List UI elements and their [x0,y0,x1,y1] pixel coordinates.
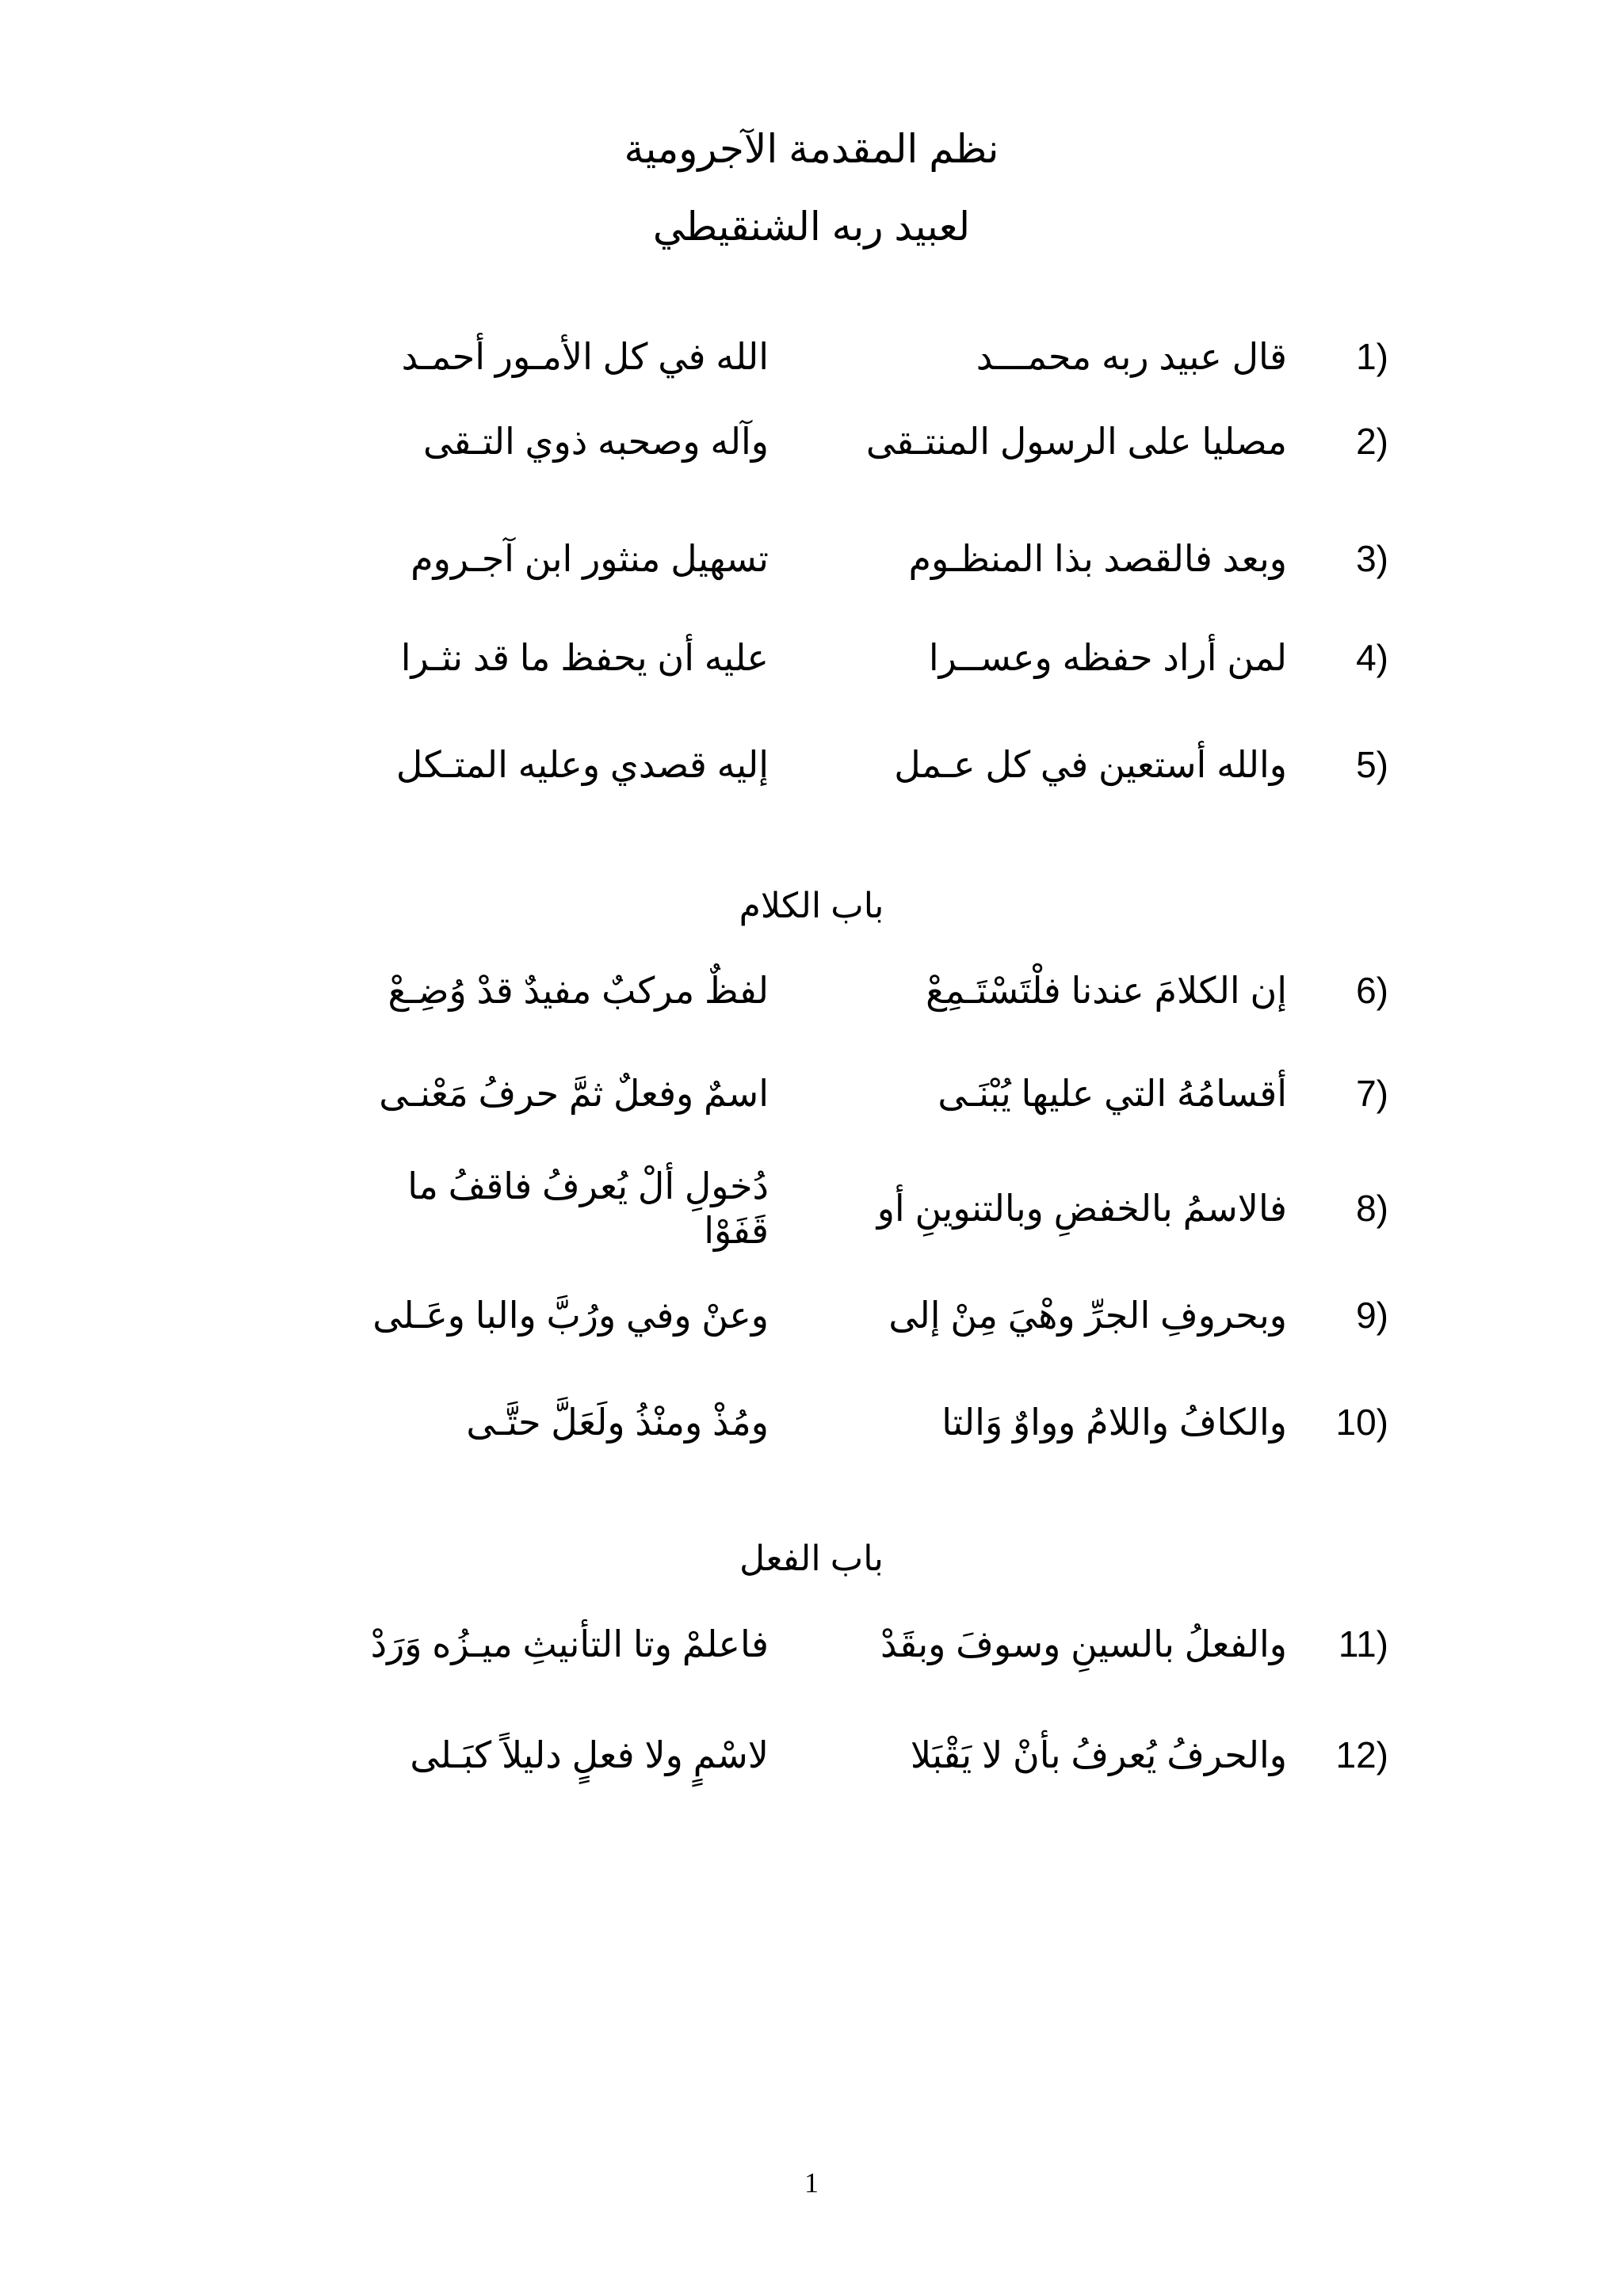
verse-number: 2) [1356,421,1388,462]
verse-row [0,1149,1623,1268]
verse-first-hemistich: وبحروفِ الجرِّ وهْيَ مِنْ إلى [888,1294,1287,1336]
verse-first-hemistich: وبعد فالقصد بذا المنظـوم [908,537,1287,579]
verse-second-hemistich: الله في كل الأمـور أحمـد [401,335,769,377]
verse-first-hemistich: والفعلُ بالسينِ وسوفَ وبقَدْ [880,1623,1287,1665]
verse-number: 4) [1356,637,1388,678]
poem-title: نظم المقدمة الآجرومية [624,127,999,171]
poem-author: لعبيد ربه الشنقيطي [652,204,971,249]
verse-second-hemistich: وآله وصحبه ذوي التـقى [423,420,769,462]
verse-second-hemistich: لاسْمٍ ولا فعلٍ دليلاً كبَـلى [410,1733,769,1775]
verse-number: 6) [1356,970,1388,1011]
verse-row [0,598,1623,717]
verse-row [0,1363,1623,1482]
verse-first-hemistich: والله أستعين في كل عـمل [894,743,1287,785]
verse-first-hemistich: والحرفُ يُعرفُ بأنْ لا يَقْبَلا [910,1733,1287,1775]
verse-second-hemistich: عليه أن يحفظ ما قد نثـرا [400,636,769,678]
verse-first-hemistich: والكافُ واللامُ وواوٌ وَالتا [941,1401,1287,1443]
verse-second-hemistich: ومُذْ ومنْذُ ولَعَلَّ حتَّـى [466,1401,769,1443]
verse-first-hemistich: أقسامُهُ التي عليها يُبْنَـى [938,1072,1287,1114]
verse-number: 8) [1356,1188,1388,1229]
verse-row [0,705,1623,824]
verse-second-hemistich: إليه قصدي وعليه المتـكل [395,743,769,785]
verse-second-hemistich: دُخولِ ألْ يُعرفُ فاقفُ ما قَفَوْا [407,1165,769,1251]
verse-second-hemistich: تسهيل منثور ابن آجـروم [411,537,769,579]
verse-number: 9) [1356,1295,1388,1336]
verse-second-hemistich: لفظٌ مركبٌ مفيدٌ قدْ وُضِـعْ [388,969,769,1011]
verse-first-hemistich: قال عبيد ربه محمـــد [976,335,1287,377]
section-heading: باب الفعل [739,1539,884,1578]
verse-second-hemistich: فاعلمْ وتا التأنيثِ ميـزُه وَرَدْ [370,1623,769,1665]
verse-row [0,1256,1623,1375]
verse-number: 10) [1335,1402,1388,1443]
verse-first-hemistich: مصليا على الرسول المنتـقى [865,420,1287,462]
verse-number: 1) [1356,336,1388,377]
verse-row [0,931,1623,1050]
verse-number: 11) [1338,1623,1388,1665]
verse-number: 12) [1335,1734,1388,1775]
verse-first-hemistich: لمن أراد حفظه وعســرا [928,636,1287,678]
verse-first-hemistich: إن الكلامَ عندنا فلْتَسْتَـمِعْ [926,969,1287,1011]
verse-row [0,1695,1623,1814]
verse-number: 5) [1356,744,1388,785]
verse-number: 7) [1356,1073,1388,1114]
verse-row [0,382,1623,501]
verse-number: 3) [1356,538,1388,579]
verse-second-hemistich: اسمٌ وفعلٌ ثمَّ حرفُ مَعْنـى [379,1072,769,1114]
verse-row [0,1034,1623,1153]
verse-first-hemistich: فالاسمُ بالخفضِ وبالتنوينِ أو [876,1187,1287,1229]
section-heading: باب الكلام [739,887,884,925]
page-number: 1 [804,2167,819,2199]
verse-row [0,1585,1623,1703]
verse-second-hemistich: وعنْ وفي ورُبَّ والبا وعَـلى [372,1294,769,1336]
